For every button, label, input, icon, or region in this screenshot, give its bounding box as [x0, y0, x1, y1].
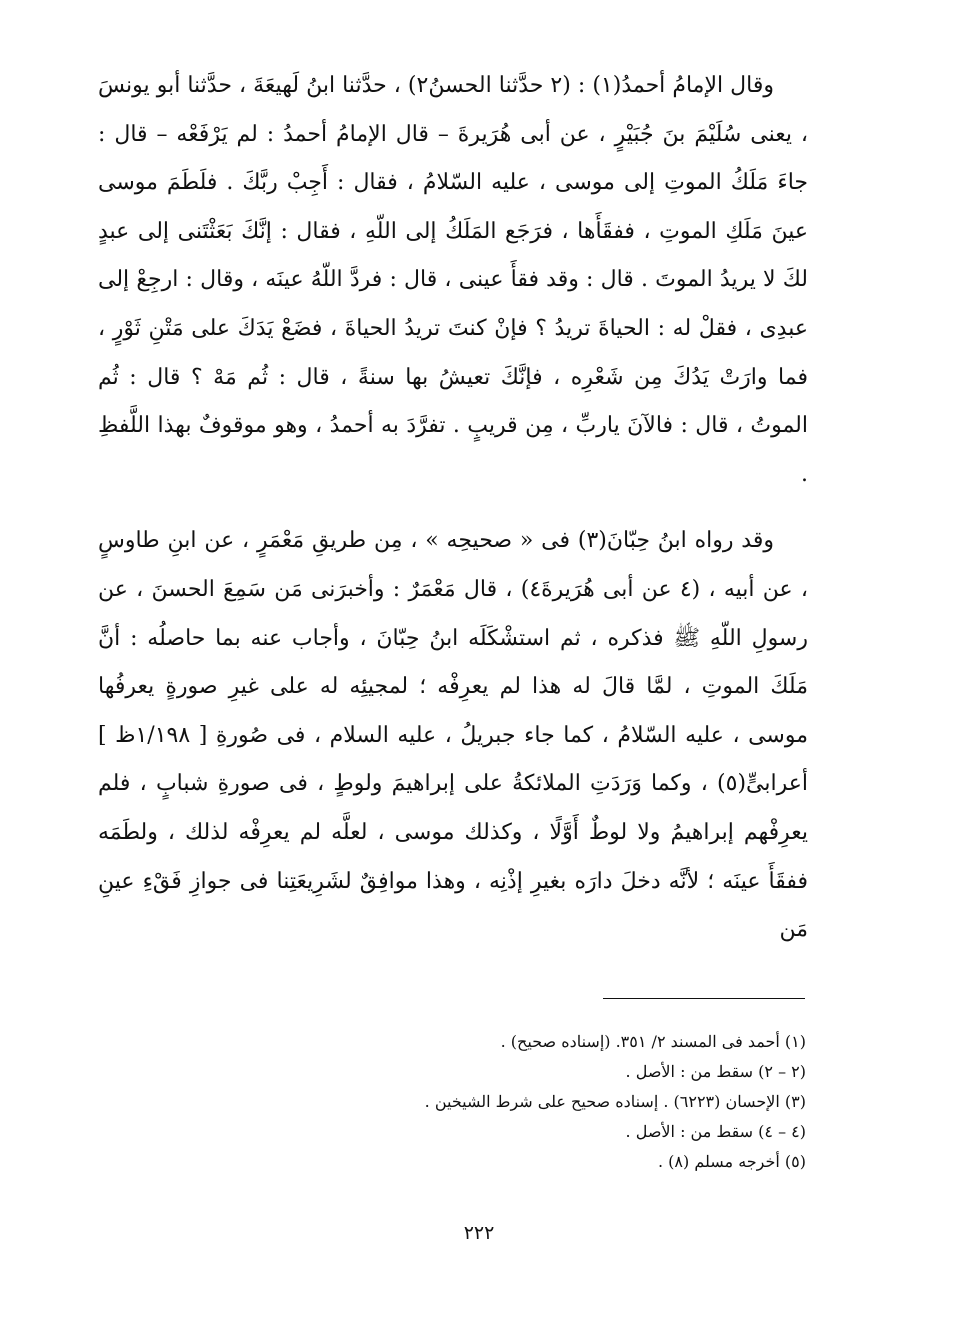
footnote-4: (٤ – ٤) سقط من : الأصل . — [625, 1122, 806, 1141]
footnote-3: (٣) الإحسان (٦٢٢٣) . إسناده صحيح على شرط الشيخين . — [424, 1092, 806, 1111]
paragraph-2: وقد رواه ابنُ حِبّانَ(٣) فى « صحيحِه » ، مِن طريقِ مَعْمَرٍ ، عن ابنِ طاوسٍ ، عن أبيه ، (٤ عن أبى هُرَيرةَ٤) ، قال مَعْمَرٌ : وأخبرَنى مَن سَمِعَ الحسنَ ، عن رسولِ اللّهِ ﷺ فذكره ، ثم استشْكَلَه ابنُ حِبّانَ ، وأجاب عنه بما حاصلُه : أنَّ مَلَكَ الموتِ ، لمَّا قالَ له هذا لم يعرِفْه ؛ لمجيئِه له على غيرِ صورةٍ يعرفُها موسى ، عليه السّلامُ ، كما جاء جبريلُ ، عليه السلام ، فى صُورةِ [ ١/١٩٨ظ ] أعرابىٍّ(٥) ، وكما وَرَدَتِ الملائكةُ على إبراهيمَ ولوطٍ ، فى صورةِ شبابٍ ، فلم يعرِفْهم إبراهيمُ ولا لوطٌ أَوَّلًا ، وكذلك موسى ، لعلَّه لم يعرِفْه لذلك ، ولطَمَه ففقَأَ عينَه ؛ لأنَّه دخلَ دارَه بغيرِ إذْنِه ، وهذا موافِقٌ لشَرِيعَتِنا فى جوازِ فَقْءِ عينِ مَن — [98, 528, 809, 943]
page-number: ٢٢٢ — [463, 1222, 495, 1244]
footnote-2: (٢ – ٢) سقط من : الأصل . — [625, 1062, 806, 1081]
footnote-1: (١) أحمد فى المسند ٢/ ٣٥١. (إسناده صحيح) . — [500, 1032, 806, 1051]
footnotes — [300, 1027, 806, 1177]
main-text — [98, 62, 808, 955]
paragraph-1: وقال الإمامُ أحمدُ(١) : (٢ حدَّثنا الحسنُ٢) ، حدَّثنا ابنُ لَهيعَةَ ، حدَّثنا أبو يونسَ ، يعنى سُلَيْمَ بنَ جُبَيْرٍ ، عن أبى هُرَيرةَ – قال الإمامُ أحمدُ : لم يَرْفَعْه – قال : جاءَ مَلَكُ الموتِ إلى موسى ، عليه السّلامُ ، فقال : أَجِبْ ربَّكَ . فلَطَمَ موسى عينَ مَلَكِ الموتِ ، ففقَأَها ، فرَجَع المَلَكُ إلى اللّهِ ، فقال : إنَّكَ بَعَثْتَنى إلى عبدٍ لكَ لا يريدُ الموتَ . قال : وقد فقأَ عينى ، قال : فردَّ اللّهُ عينَه ، وقال : ارجِعْ إلى عبدِى ، فقلْ له : الحياةَ تريدُ ؟ فإنْ كنتَ تريدُ الحياةَ ، فضَعْ يَدَكَ على مَتْنِ ثَوْرٍ ، فما وارَتْ يَدُكَ مِن شَعْرِه ، فإنَّكَ تعيشُ بها سنةً ، قال : ثُم مَهْ ؟ قال : ثُم الموتُ ، قال : فالآنَ ياربِّ ، مِن قريبٍ . تفرَّدَ به أحمدُ ، وهو موقوفٌ بهذا اللَّفظِ . — [98, 73, 808, 487]
footnote-5: (٥) أخرجه مسلم (٨) . — [657, 1152, 806, 1171]
footnote-separator — [603, 998, 805, 999]
